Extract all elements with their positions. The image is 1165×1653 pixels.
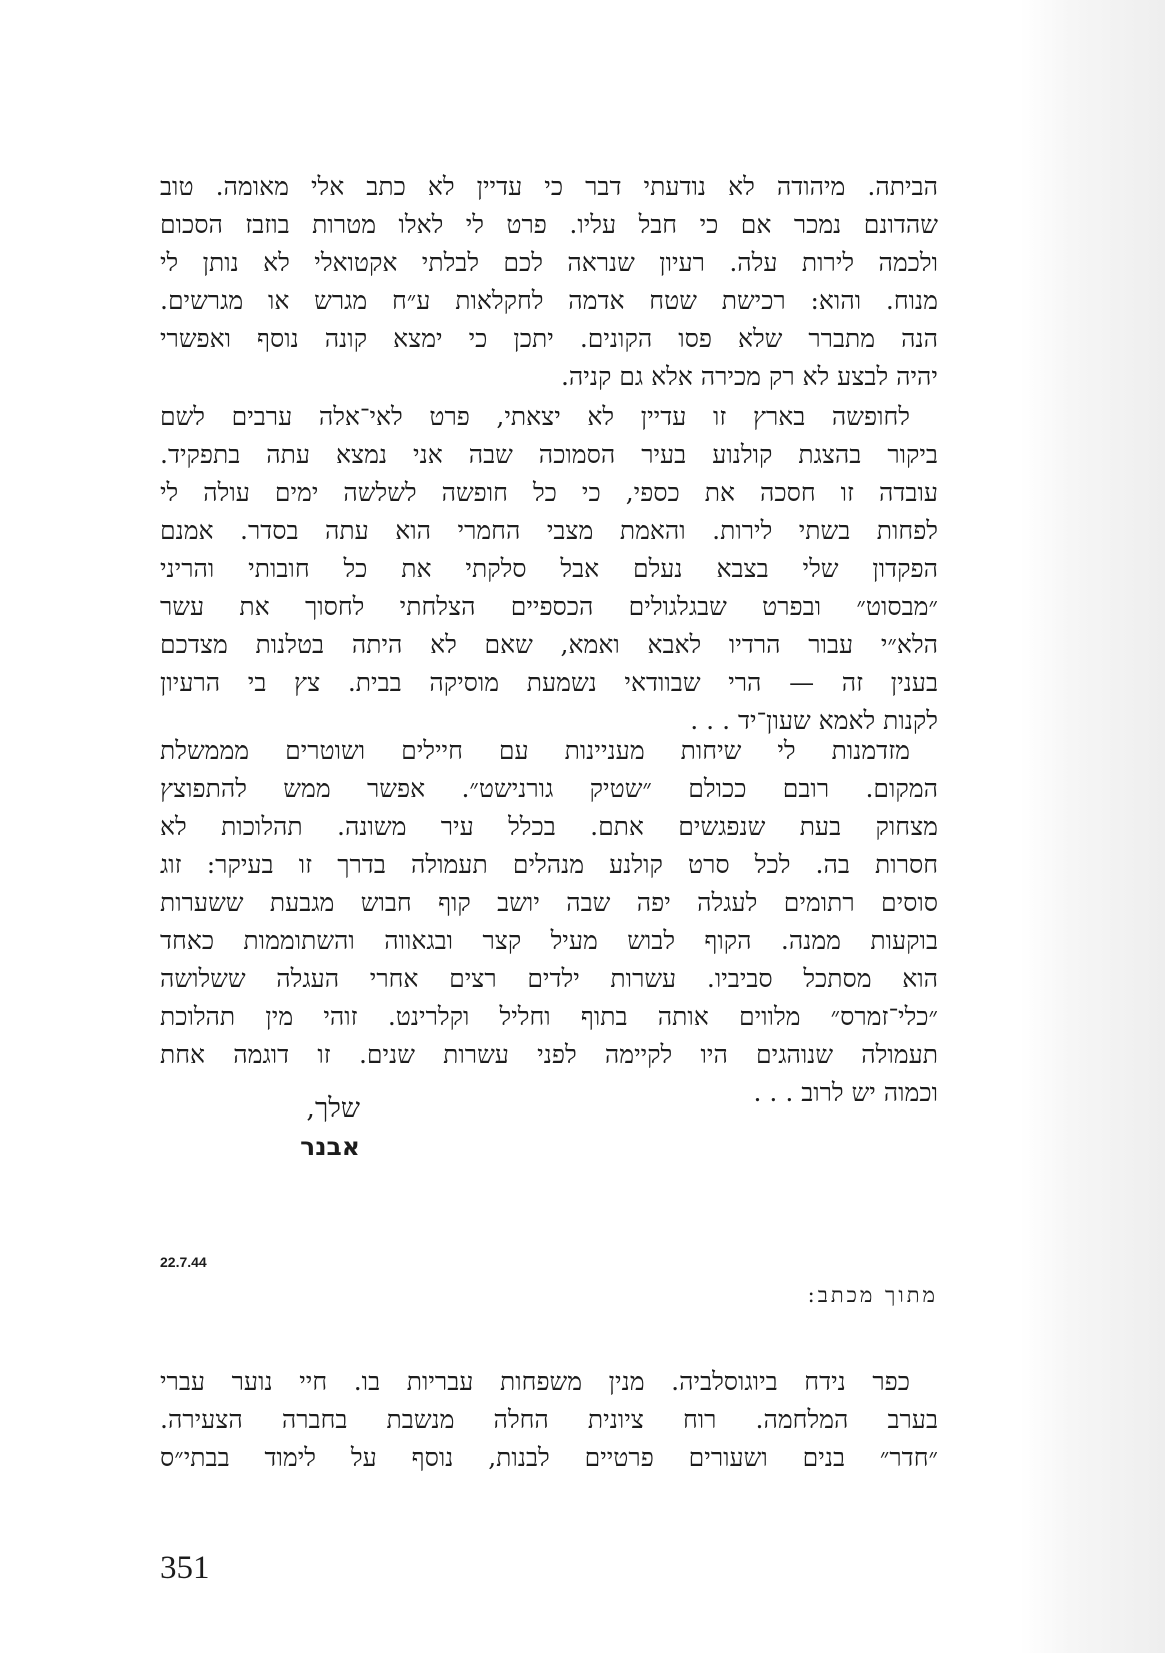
paragraph-3 [160, 732, 938, 1112]
section-heading: מתוך מכתב: [807, 1283, 938, 1307]
page-number: 351 [160, 1550, 210, 1586]
text-line: הוא מסתכל סביביו. עשרות ילדים רצים אחרי העגלה ששלושה [160, 964, 938, 993]
text-line: לפחות בשתי לירות. והאמת מצבי החמרי הוא עתה בסדר. אמנם [160, 516, 938, 545]
text-line: חסרות בה. לכל סרט קולנע מנהלים תעמולה בדרך זו בעיקר: זוג [160, 850, 938, 879]
signature-name: אבנר [300, 1132, 360, 1161]
text-line: המקום. רובם ככולם ״שטיק גורנישט״. אפשר ממש להתפוצץ [160, 774, 938, 803]
text-line: מצחוק בעת שנפגשים אתם. בכלל עיר משונה. תהלוכות לא [160, 812, 938, 841]
text-line: ״חדר״ בנים ושעורים פרטיים לבנות, נוסף על לימוד בבתי״ס [160, 1443, 938, 1472]
text-line: בוקעות ממנה. הקוף לבוש מעיל קצר ובגאווה והשתוממות כאחד [160, 926, 938, 955]
text-line: ״מבסוט״ ובפרט שבגלגולים הכספיים הצלחתי לחסוך את עשר [160, 592, 938, 621]
text-line: הנה מתברר שלא פסו הקונים. יתכן כי ימצא קונה נוסף ואפשרי [160, 324, 938, 353]
letter-date: 22.7.44 [160, 1254, 207, 1270]
text-line: סוסים רתומים לעגלה יפה שבה יושב קוף חבוש מגבעת ששערות [160, 888, 938, 917]
text-line: שהדונם נמכר אם כי חבל עליו. פרט לי לאלו מטרות בוזבז הסכום [160, 210, 938, 239]
text-line: מזדמנות לי שיחות מעניינות עם חיילים ושוטרים מממשלת [160, 736, 910, 765]
text-line: בענין זה — הרי שבוודאי נשמעת מוסיקה בבית. צץ בי הרעיון [160, 668, 938, 697]
signature-block [160, 1090, 360, 1166]
text-line: ולכמה לירות עלה. רעיון שנראה לכם לבלתי אקטואלי לא נותן לי [160, 248, 938, 277]
text-line: הלא״י עבור הרדיו לאבא ואמא, שאם לא היתה בטלנות מצדכם [160, 630, 938, 659]
text-line: וכמוה יש לרוב . . . [753, 1078, 938, 1107]
text-line: כפר נידח ביוגוסלביה. מנין משפחות עבריות בו. חיי נוער עברי [160, 1367, 910, 1396]
text-line: ביקור בהצגת קולנוע בעיר הסמוכה שבה אני נמצא עתה בתפקיד. [160, 440, 938, 469]
text-line: ״כלי־זמרס״ מלווים אותה בתוף וחליל וקלרינט. זוהי מין תהלוכת [160, 1002, 938, 1031]
text-line: תעמולה שנוהגים היו לקיימה לפני עשרות שנים. זו דוגמה אחת [160, 1040, 938, 1069]
page-edge-shadow [1020, 0, 1165, 1653]
text-line: עובדה זו חסכה את כספי, כי כל חופשה לשלשה ימים עולה לי [160, 478, 938, 507]
text-line: הביתה. מיהודה לא נודעתי דבר כי עדיין לא כתב אלי מאומה. טוב [160, 172, 938, 201]
paragraph-2 [160, 398, 938, 740]
text-line: לקנות לאמא שעון־יד . . . [690, 706, 938, 735]
text-line: לחופשה בארץ זו עדיין לא יצאתי, פרט לאי־אלה ערבים לשם [160, 402, 910, 431]
signature-closing: שלך, [306, 1093, 360, 1124]
text-line: יהיה לבצע לא רק מכירה אלא גם קניה. [560, 362, 938, 391]
paragraph-4 [160, 1363, 938, 1477]
paragraph-1 [160, 168, 938, 396]
text-line: הפקדון שלי בצבא נעלם אבל סלקתי את כל חובותי והריני [160, 554, 938, 583]
text-line: בערב המלחמה. רוח ציונית החלה מנשבת בחברה הצעירה. [160, 1405, 938, 1434]
text-line: מנוח. והוא: רכישת שטח אדמה לחקלאות ע״ח מגרש או מגרשים. [160, 286, 938, 315]
